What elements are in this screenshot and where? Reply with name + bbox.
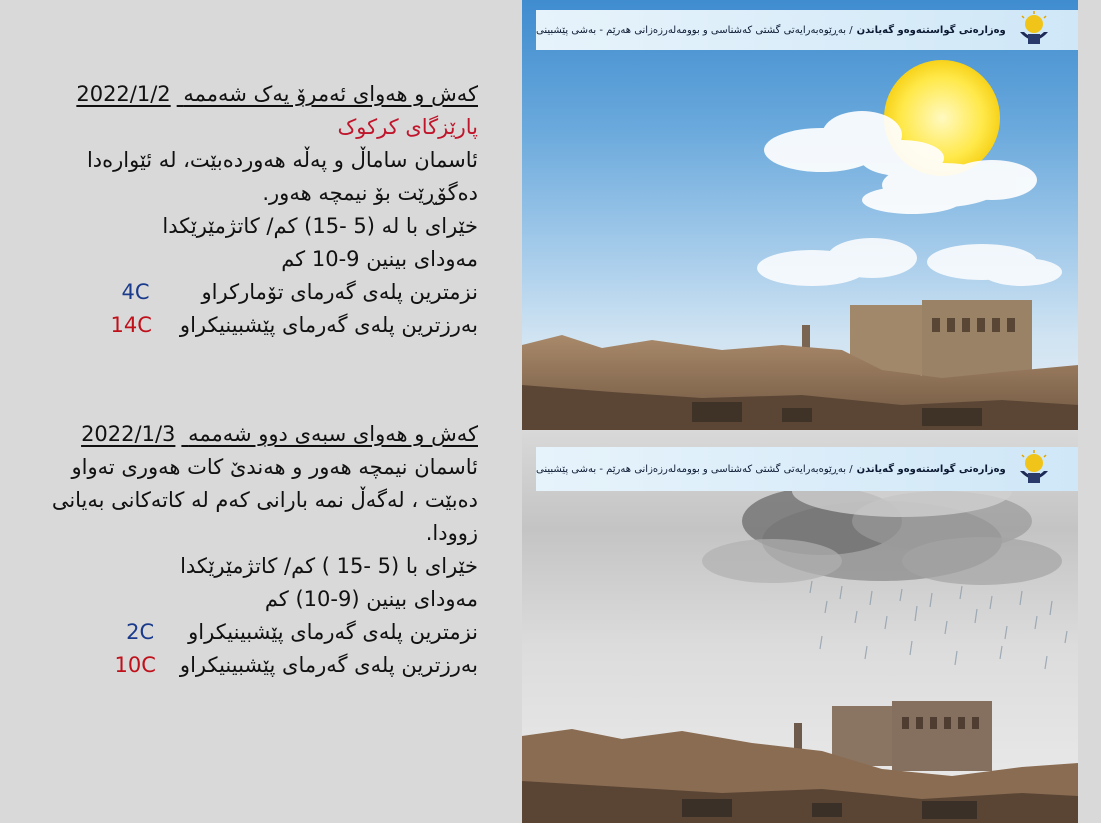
department-name-2: / بەڕێوەبەرایەتی گشتی کەشناسی و بوومەلەرزەزانی هەرێم - بەشی پێشبینی (536, 463, 853, 475)
region-name: پارێزگای کرکوک (337, 115, 478, 139)
citadel-illustration-rainy (522, 701, 1078, 823)
today-min-temp-row (18, 276, 478, 309)
tomorrow-min-temp-label: نزمترین پلەی گەرمای پێشبینیکراو (188, 620, 478, 644)
tomorrow-min-temp-row (18, 616, 478, 649)
department-name: / بەڕێوەبەرایەتی گشتی کەشناسی و بوومەلەرزەزانی هەرێم - بەشی پێشبینی (536, 24, 853, 36)
tomorrow-min-temp-value: 2C (126, 620, 155, 644)
today-wind: خێرای با لە (5 -15) کم/ کاتژمێرێکدا (162, 214, 478, 238)
today-max-temp-row (18, 309, 478, 342)
today-title-text: کەش و هەوای ئەمرۆ یەک شەممە (183, 82, 478, 106)
sunny-weather-image (522, 0, 1078, 430)
tomorrow-max-temp-label: بەرزترین پلەی گەرمای پێشبینیکراو (179, 653, 478, 677)
tomorrow-visibility: مەودای بینین (9-10) کم (264, 587, 478, 611)
tomorrow-forecast (18, 418, 478, 682)
tomorrow-description: ئاسمان نیمچە هەور و هەندێ کات هەوری تەواو دەبێت ، لەگەڵ نمە بارانی کەم لە کاتەکانی بەیانی زوودا. (51, 455, 478, 545)
sunny-citadel-scene (522, 0, 1078, 430)
kurdistan-emblem-icon (1014, 10, 1054, 50)
today-max-temp-label: بەرزترین پلەی گەرمای پێشبینیکراو (179, 313, 478, 337)
cloud-icon-lower (757, 238, 1062, 286)
today-description: ئاسمان ساماڵ و پەڵە هەوردەبێت، لە ئێوارەدا دەگۆڕێت بۆ نیمچە هەور. (86, 148, 478, 205)
kurdistan-emblem-icon-2 (1014, 449, 1054, 489)
rain-drops (810, 581, 1067, 669)
today-forecast (18, 78, 478, 342)
tomorrow-date: 2022/1/3 (81, 422, 176, 446)
tomorrow-max-temp-row (18, 649, 478, 682)
today-min-temp-label: نزمترین پلەی گەرمای تۆمارکراو (201, 280, 478, 304)
today-date: 2022/1/2 (76, 82, 171, 106)
tomorrow-title (18, 418, 478, 451)
today-min-temp-value: 4C (121, 280, 150, 304)
rainy-weather-image (522, 431, 1078, 823)
tomorrow-wind: خێرای با (5 -15 ) کم/ کاتژمێرێکدا (180, 554, 478, 578)
tomorrow-max-temp-value: 10C (114, 653, 156, 677)
today-max-temp-value: 14C (110, 313, 152, 337)
tomorrow-title-text: کەش و هەوای سبەی دوو شەممە (188, 422, 478, 446)
ministry-banner-2 (536, 447, 1078, 491)
ministry-name: وەزارەتی گواستنەوەو گەیاندن (856, 24, 1006, 36)
today-visibility: مەودای بینین 9-10 کم (281, 247, 478, 271)
forecast-text-panel (0, 0, 522, 823)
ministry-banner (536, 10, 1078, 50)
ministry-name-2: وەزارەتی گواستنەوەو گەیاندن (856, 463, 1006, 475)
today-title (18, 78, 478, 111)
citadel-illustration (522, 300, 1078, 430)
